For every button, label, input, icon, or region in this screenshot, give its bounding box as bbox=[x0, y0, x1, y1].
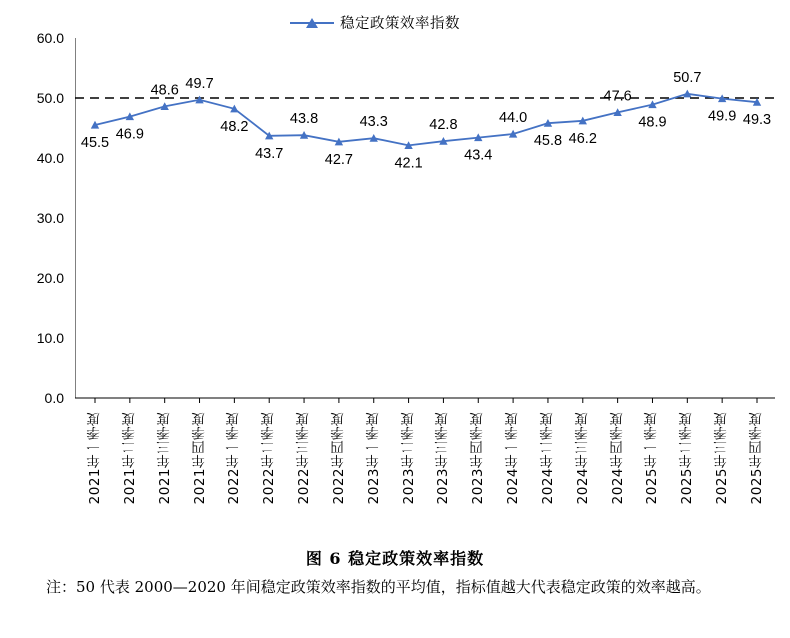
x-axis-tick-label: 2021年四季度 bbox=[191, 412, 208, 505]
figure-note: 注：50 代表 2000—2020 年间稳定政策效率指数的平均值，指标值越大代表稳定政策的效率越高。 bbox=[46, 578, 711, 596]
x-axis-tick-label: 2022年四季度 bbox=[330, 412, 347, 505]
x-axis-tick-label: 2021年三季度 bbox=[156, 412, 173, 505]
data-label: 49.7 bbox=[185, 75, 214, 92]
x-axis-tick-label: 2022年二季度 bbox=[261, 412, 278, 505]
data-label: 44.0 bbox=[498, 110, 528, 126]
y-axis-tick-label: 40.0 bbox=[36, 150, 64, 166]
data-label: 43.3 bbox=[359, 114, 388, 131]
y-axis-tick-labels bbox=[0, 30, 70, 410]
line-chart-plot bbox=[75, 30, 775, 410]
x-axis-tick-label: 2022年三季度 bbox=[296, 412, 313, 505]
plot-area-wrapper bbox=[0, 30, 790, 410]
data-label: 45.8 bbox=[533, 133, 563, 150]
x-axis-tick-label: 2021年一季度 bbox=[87, 412, 103, 505]
x-axis-tick-label: 2025年二季度 bbox=[679, 412, 696, 505]
chart-svg bbox=[75, 30, 775, 410]
data-label: 48.6 bbox=[150, 82, 179, 99]
x-axis-tick-label: 2023年三季度 bbox=[435, 412, 452, 505]
x-axis-tick-label: 2024年三季度 bbox=[574, 412, 591, 505]
data-label: 46.2 bbox=[568, 130, 597, 147]
data-label: 49.3 bbox=[742, 112, 772, 129]
x-axis-tick-label: 2024年四季度 bbox=[609, 412, 626, 505]
data-label: 43.4 bbox=[464, 147, 493, 164]
legend-label: 稳定政策效率指数 bbox=[340, 16, 460, 32]
x-axis-tick-label: 2023年二季度 bbox=[400, 412, 417, 505]
x-axis-tick-label: 2024年一季度 bbox=[505, 412, 522, 505]
y-axis-tick-label: 50.0 bbox=[36, 90, 64, 106]
figure-caption: 图 6 稳定政策效率指数 bbox=[305, 549, 485, 568]
data-label: 47.6 bbox=[603, 88, 632, 105]
y-axis-tick-label: 0.0 bbox=[44, 390, 64, 406]
data-label: 48.9 bbox=[638, 114, 667, 131]
x-axis-tick-label: 2021年二季度 bbox=[121, 412, 138, 505]
y-axis-tick-label: 60.0 bbox=[36, 30, 64, 46]
data-label: 46.9 bbox=[115, 126, 144, 143]
legend-triangle-marker bbox=[306, 18, 318, 28]
x-axis-tick-label: 2025年一季度 bbox=[644, 412, 661, 505]
x-axis-tick-label: 2024年二季度 bbox=[539, 412, 556, 505]
data-label: 42.7 bbox=[324, 151, 354, 168]
x-axis-tick-labels bbox=[75, 412, 775, 537]
legend-line-swatch bbox=[290, 17, 334, 29]
data-label: 42.8 bbox=[429, 117, 458, 134]
x-axis-tick-label: 2023年一季度 bbox=[365, 412, 382, 505]
y-axis-tick-label: 20.0 bbox=[36, 270, 64, 286]
x-axis-tick-label: 2023年四季度 bbox=[470, 412, 487, 505]
data-label: 49.9 bbox=[708, 108, 737, 125]
data-label: 45.5 bbox=[80, 135, 110, 151]
x-axis-tick-label: 2025年三季度 bbox=[714, 412, 731, 505]
data-label: 43.7 bbox=[255, 145, 284, 162]
y-axis-tick-label: 10.0 bbox=[36, 330, 64, 346]
x-axis-tick-label: 2022年一季度 bbox=[226, 412, 243, 505]
data-label: 43.8 bbox=[289, 111, 319, 128]
data-label: 48.2 bbox=[220, 118, 249, 135]
y-axis-tick-label: 30.0 bbox=[36, 210, 64, 226]
data-label: 50.7 bbox=[673, 69, 702, 86]
data-label: 42.1 bbox=[394, 155, 423, 172]
x-axis-tick-label: 2025年四季度 bbox=[749, 412, 765, 505]
